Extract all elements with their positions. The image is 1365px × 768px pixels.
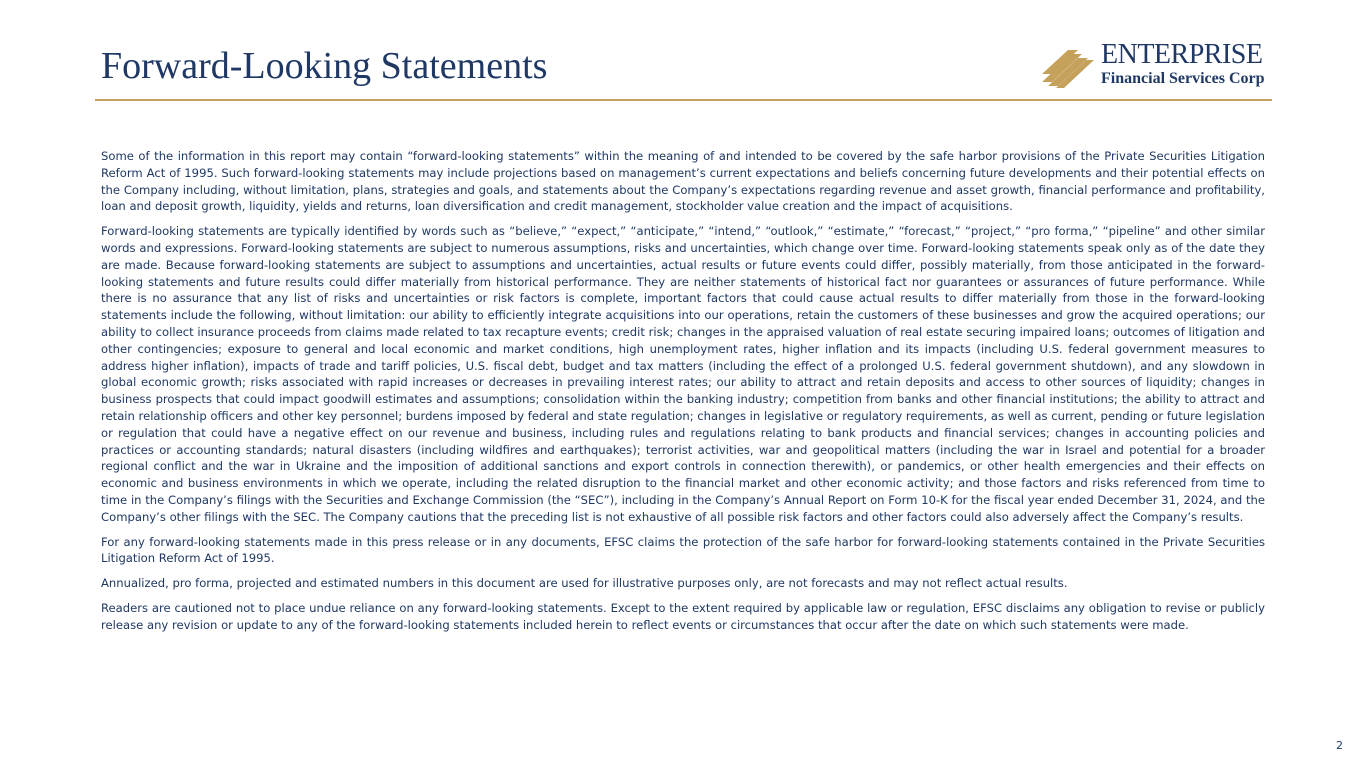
paragraph: Annualized, pro forma, projected and estimated numbers in this document are used for illustrative purposes only, are not forecasts and may not reflect actual results. [101, 576, 1068, 591]
paragraph: Forward-looking statements are typically identified by words such as “believe,” “expect,” “anticipate,” “intend,” “outlook,” “estimate,” “forecast,” “project,” “pro forma,” “pipeline” and other similar words and expressions. Forward-looking statements are subject to numerous assumptions, risks and uncertainties, which change over time. Forward-looking statements speak only as of the date they are made. Because forward-looking statements are subject to assumptions and uncertainties, actual results or future events could differ, possibly materially, from those anticipated in the forward-looking statements and future results could differ materially from historical performance. They are neither statements of historical fact nor guarantees or assurances of future performance. While there is no assurance that any list of risks and uncertainties or risk factors is complete, important factors that could cause actual results to differ materially from those in the forward-looking statements include the following, without limitation: our ability to efficiently integrate acquisitions into our operations, retain the customers of these businesses and grow the acquired operations; our ability to collect insurance proceeds from claims made related to tax recapture events; credit risk; changes in the appraised valuation of real estate securing impaired loans; outcomes of litigation and other contingencies; exposure to general and local economic and market conditions, high unemployment rates, higher inflation and its impacts (including U.S. federal government measures to address higher inflation), impacts of trade and tariff policies, U.S. fiscal debt, budget and tax matters (including the effect of a prolonged U.S. federal government shutdown), and any slowdown in global economic growth; risks associated with rapid increases or decreases in prevailing interest rates; our ability to attract and retain deposits and access to other sources of liquidity; changes in business prospects that could impact goodwill estimates and assumptions; consolidation within the banking industry; competition from banks and other financial institutions; the ability to attract and retain relationship officers and other key personnel; burdens imposed by federal and state regulation; changes in legislative or regulatory requirements, as well as current, pending or future legislation or regulation that could have a negative effect on our revenue and business, including rules and regulations relating to bank products and financial services; changes in accounting policies and practices or accounting standards; natural disasters (including wildfires and earthquakes); terrorist activities, war and geopolitical matters (including the war in Israel and potential for a broader regional conflict and the war in Ukraine and the imposition of additional sanctions and export controls in connection therewith), or pandemics, or other health emergencies and their effects on economic and business environments in which we operate, including the related disruption to the financial market and other economic activity; and those factors and risks referenced from time to time in the Company’s filings with the Securities and Exchange Commission (the “SEC”), including in the Company’s Annual Report on Form 10-K for the fiscal year ended December 31, 2024, and the Company’s other filings with the SEC. The Company cautions that the preceding list is not exhaustive of all possible risk factors and other factors could also adversely affect the Company’s results. [101, 224, 1265, 524]
disclaimer-body [101, 148, 1265, 642]
logo-subtitle: Financial Services Corp [1101, 70, 1265, 87]
logo-name: ENTERPRISE [1101, 39, 1263, 70]
title-divider [95, 99, 1272, 101]
paragraph: Some of the information in this report may contain “forward-looking statements” within the meaning of and intended to be covered by the safe harbor provisions of the Private Securities Litigation Reform Act of 1995. Such forward-looking statements may include projections based on management’s current expectations and beliefs concerning future developments and their potential effects on the Company including, without limitation, plans, strategies and goals, and statements about the Company’s expectations regarding revenue and asset growth, financial performance and profitability, loan and deposit growth, liquidity, yields and returns, loan diversification and credit management, stockholder value creation and the impact of acquisitions. [101, 149, 1265, 214]
page-title: Forward-Looking Statements [101, 45, 548, 87]
paragraph: For any forward-looking statements made in this press release or in any documents, EFSC claims the protection of the safe harbor for forward-looking statements contained in the Private Securities Litigation Reform Act of 1995. [101, 534, 1265, 566]
enterprise-stripes-icon [1040, 44, 1096, 90]
page-number: 2 [1336, 739, 1343, 752]
paragraph: Readers are cautioned not to place undue reliance on any forward-looking statements. Except to the extent required by applicable law or regulation, EFSC disclaims any obligation to revise or publicly release any revision or update to any of the forward-looking statements included herein to reflect events or circumstances that occur after the date on which such statements were made. [101, 600, 1265, 632]
company-logo [1040, 39, 1275, 92]
